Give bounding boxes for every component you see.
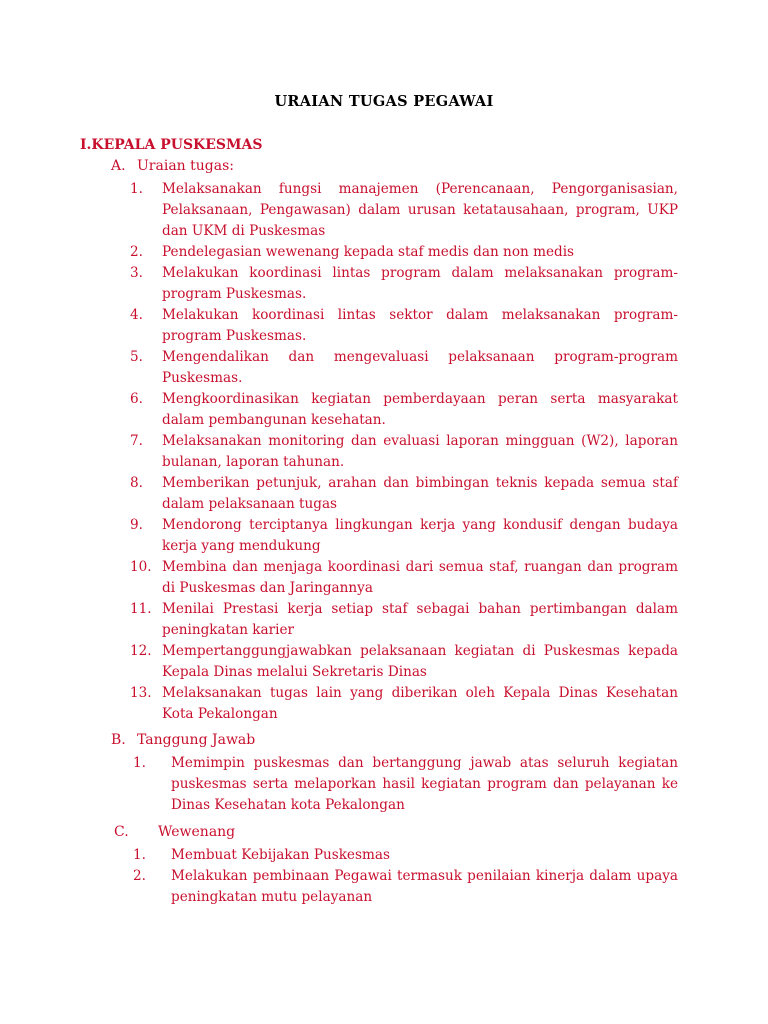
subheading-c-letter: C. bbox=[114, 824, 129, 840]
subheading-a-letter: A. bbox=[111, 158, 126, 174]
list-item-text: Mendorong terciptanya lingkungan kerja yang kondusif dengan budaya kerja yang mendukung bbox=[162, 517, 678, 554]
subheading-c bbox=[114, 824, 235, 840]
list-item-text: Mengkoordinasikan kegiatan pemberdayaan peran serta masyarakat dalam pembangunan kesehatan. bbox=[162, 391, 678, 428]
list-item-text: Melakukan pembinaan Pegawai termasuk penilaian kinerja dalam upaya peningkatan mutu pelayanan bbox=[171, 868, 678, 905]
tanggung-jawab-list bbox=[133, 753, 678, 816]
list-item bbox=[130, 473, 678, 515]
list-item-number: 3. bbox=[130, 265, 143, 281]
subheading-b-letter: B. bbox=[111, 732, 126, 748]
list-item bbox=[133, 845, 678, 866]
list-item-number: 13. bbox=[130, 685, 152, 701]
list-item-number: 1. bbox=[130, 181, 143, 197]
list-item bbox=[130, 347, 678, 389]
list-item-text: Mempertanggungjawabkan pelaksanaan kegiatan di Puskesmas kepada Kepala Dinas melalui Sekretaris Dinas bbox=[162, 643, 678, 680]
list-item bbox=[130, 641, 678, 683]
list-item-number: 1. bbox=[133, 755, 146, 771]
list-item-text: Memimpin puskesmas dan bertanggung jawab atas seluruh kegiatan puskesmas serta melaporkan hasil kegiatan program dan pelayanan ke Dinas Kesehatan kota Pekalongan bbox=[171, 755, 678, 813]
list-item bbox=[133, 866, 678, 908]
list-item bbox=[130, 599, 678, 641]
list-item bbox=[130, 515, 678, 557]
list-item bbox=[130, 179, 678, 242]
list-item-number: 9. bbox=[130, 517, 143, 533]
list-item bbox=[133, 753, 678, 816]
subheading-b bbox=[111, 732, 255, 748]
subheading-c-label: Wewenang bbox=[158, 824, 236, 840]
subheading-a-label: Uraian tugas: bbox=[137, 158, 234, 174]
list-item bbox=[130, 389, 678, 431]
list-item-text: Pendelegasian wewenang kepada staf medis dan non medis bbox=[162, 244, 575, 260]
list-item-text: Melaksanakan monitoring dan evaluasi laporan mingguan (W2), laporan bulanan, laporan tahunan. bbox=[162, 433, 678, 470]
list-item-text: Melakukan koordinasi lintas sektor dalam melaksanakan program-program Puskesmas. bbox=[162, 307, 678, 344]
section-heading: I.KEPALA PUSKESMAS bbox=[80, 137, 263, 153]
list-item bbox=[130, 557, 678, 599]
list-item-number: 2. bbox=[130, 244, 143, 260]
list-item-number: 2. bbox=[133, 868, 146, 884]
list-item-number: 6. bbox=[130, 391, 143, 407]
list-item-number: 11. bbox=[130, 601, 152, 617]
uraian-tugas-list bbox=[130, 179, 678, 725]
list-item-text: Melaksanakan fungsi manajemen (Perencanaan, Pengorganisasian, Pelaksanaan, Pengawasan) dalam urusan ketatausahaan, program, UKP dan UKM di Puskesmas bbox=[162, 181, 678, 239]
list-item bbox=[130, 263, 678, 305]
list-item-number: 1. bbox=[133, 847, 146, 863]
list-item bbox=[130, 242, 678, 263]
list-item-number: 10. bbox=[130, 559, 152, 575]
list-item bbox=[130, 683, 678, 725]
list-item-text: Menilai Prestasi kerja setiap staf sebagai bahan pertimbangan dalam peningkatan karier bbox=[162, 601, 678, 638]
document-title: URAIAN TUGAS PEGAWAI bbox=[274, 93, 494, 110]
list-item-text: Melakukan koordinasi lintas program dalam melaksanakan program-program Puskesmas. bbox=[162, 265, 678, 302]
list-item bbox=[130, 305, 678, 347]
list-item-text: Membuat Kebijakan Puskesmas bbox=[171, 847, 390, 863]
wewenang-list bbox=[133, 845, 678, 908]
list-item-number: 8. bbox=[130, 475, 143, 491]
list-item-text: Memberikan petunjuk, arahan dan bimbingan teknis kepada semua staf dalam pelaksanaan tugas bbox=[162, 475, 678, 512]
list-item-number: 4. bbox=[130, 307, 143, 323]
subheading-a bbox=[111, 158, 234, 174]
list-item-text: Membina dan menjaga koordinasi dari semua staf, ruangan dan program di Puskesmas dan Jaringannya bbox=[162, 559, 678, 596]
list-item-number: 7. bbox=[130, 433, 143, 449]
list-item-text: Mengendalikan dan mengevaluasi pelaksanaan program-program Puskesmas. bbox=[162, 349, 678, 386]
list-item bbox=[130, 431, 678, 473]
list-item-number: 5. bbox=[130, 349, 143, 365]
list-item-text: Melaksanakan tugas lain yang diberikan oleh Kepala Dinas Kesehatan Kota Pekalongan bbox=[162, 685, 678, 722]
list-item-number: 12. bbox=[130, 643, 152, 659]
subheading-b-label: Tanggung Jawab bbox=[137, 732, 256, 748]
